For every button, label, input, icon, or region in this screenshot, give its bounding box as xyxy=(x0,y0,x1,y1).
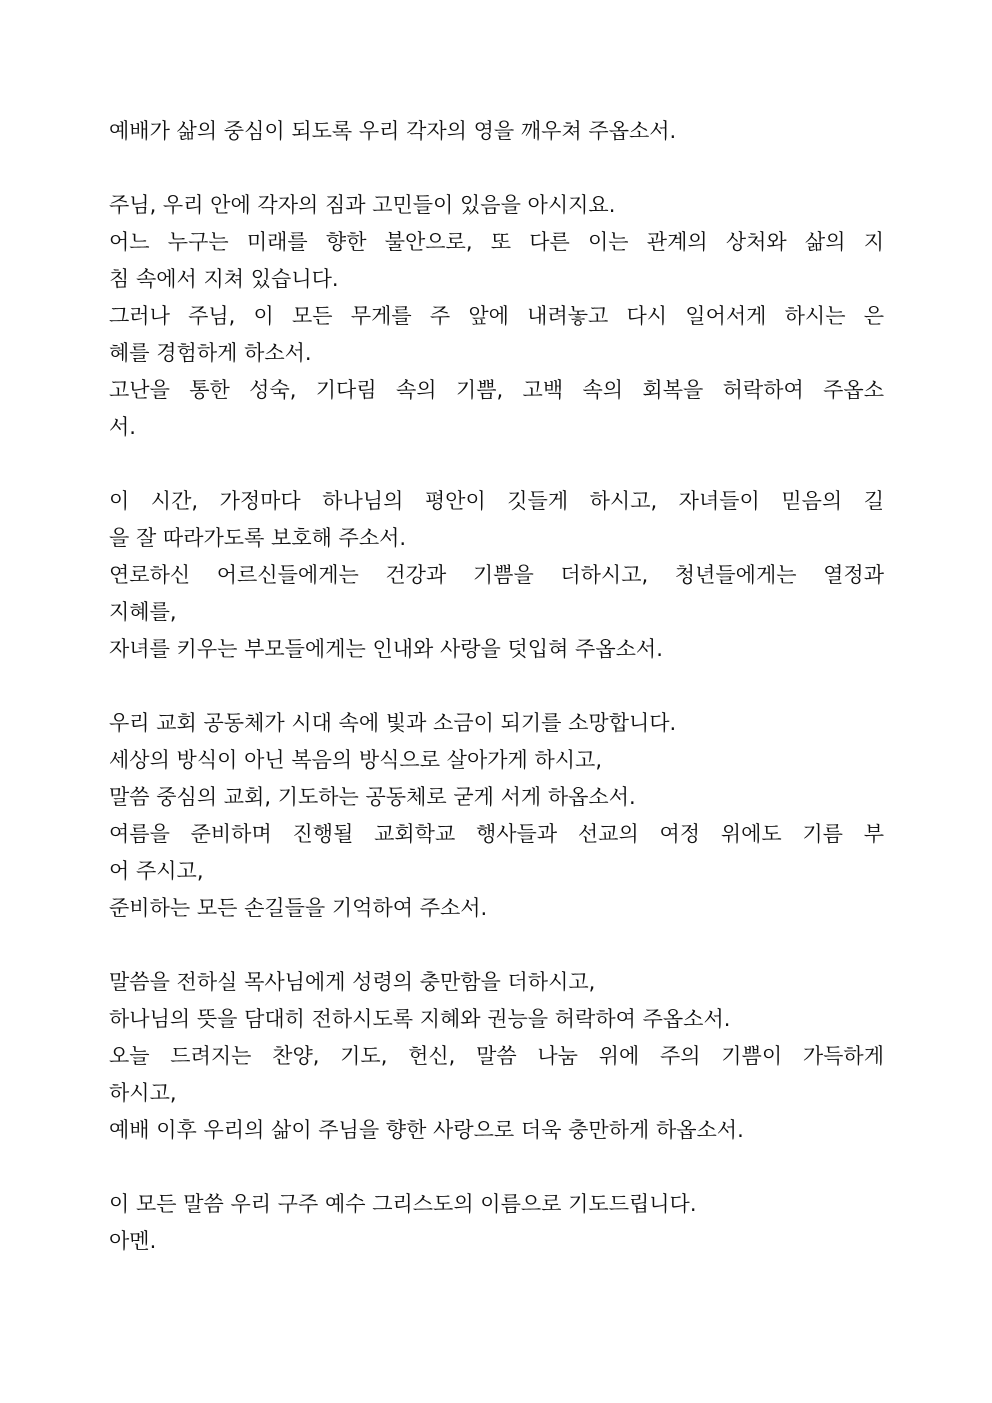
text-line: 예배 이후 우리의 삶이 주님을 향한 사랑으로 더욱 충만하게 하옵소서. xyxy=(109,1118,744,1142)
paragraph xyxy=(109,964,884,1149)
text-line: 고난을 통한 성숙, 기다림 속의 기쁨, 고백 속의 회복을 허락하여 주옵소 xyxy=(109,378,884,402)
text-line: 오늘 드려지는 찬양, 기도, 헌신, 말씀 나눔 위에 주의 기쁨이 가득하게 xyxy=(109,1044,884,1068)
text-line: 이 모든 말씀 우리 구주 예수 그리스도의 이름으로 기도드립니다. xyxy=(109,1192,697,1216)
paragraph-gap xyxy=(109,446,884,483)
paragraph-gap xyxy=(109,1149,884,1186)
text-line: 주님, 우리 안에 각자의 짐과 고민들이 있음을 아시지요. xyxy=(109,193,616,217)
paragraph-gap xyxy=(109,668,884,705)
paragraph xyxy=(109,113,884,150)
prayer-text xyxy=(109,113,884,1260)
text-line: 어느 누구는 미래를 향한 불안으로, 또 다른 이는 관계의 상처와 삶의 지 xyxy=(109,230,884,254)
text-line: 을 잘 따라가도록 보호해 주소서. xyxy=(109,526,407,550)
text-line: 이 시간, 가정마다 하나님의 평안이 깃들게 하시고, 자녀들이 믿음의 길 xyxy=(109,489,884,513)
paragraph xyxy=(109,705,884,927)
text-line: 자녀를 키우는 부모들에게는 인내와 사랑을 덧입혀 주옵소서. xyxy=(109,637,663,661)
text-line: 연로하신 어르신들에게는 건강과 기쁨을 더하시고, 청년들에게는 열정과 xyxy=(109,563,884,587)
text-line: 혜를 경험하게 하소서. xyxy=(109,341,312,365)
text-line: 지혜를, xyxy=(109,600,177,624)
text-line: 하시고, xyxy=(109,1081,177,1105)
paragraph xyxy=(109,1186,884,1260)
text-line: 하나님의 뜻을 담대히 전하시도록 지혜와 권능을 허락하여 주옵소서. xyxy=(109,1007,731,1031)
paragraph-gap xyxy=(109,150,884,187)
text-line: 말씀 중심의 교회, 기도하는 공동체로 굳게 서게 하옵소서. xyxy=(109,785,636,809)
paragraph-gap xyxy=(109,927,884,964)
text-line: 준비하는 모든 손길들을 기억하여 주소서. xyxy=(109,896,488,920)
text-line: 세상의 방식이 아닌 복음의 방식으로 살아가게 하시고, xyxy=(109,748,603,772)
text-line: 서. xyxy=(109,415,136,439)
text-line: 말씀을 전하실 목사님에게 성령의 충만함을 더하시고, xyxy=(109,970,596,994)
paragraph xyxy=(109,483,884,668)
text-line: 여름을 준비하며 진행될 교회학교 행사들과 선교의 여정 위에도 기름 부 xyxy=(109,822,884,846)
paragraph xyxy=(109,187,884,446)
text-line: 그러나 주님, 이 모든 무게를 주 앞에 내려놓고 다시 일어서게 하시는 은 xyxy=(109,304,884,328)
text-line: 예배가 삶의 중심이 되도록 우리 각자의 영을 깨우쳐 주옵소서. xyxy=(109,119,677,143)
text-line: 어 주시고, xyxy=(109,859,204,883)
text-line: 침 속에서 지쳐 있습니다. xyxy=(109,267,339,291)
text-line: 우리 교회 공동체가 시대 속에 빛과 소금이 되기를 소망합니다. xyxy=(109,711,677,735)
text-line: 아멘. xyxy=(109,1229,157,1253)
